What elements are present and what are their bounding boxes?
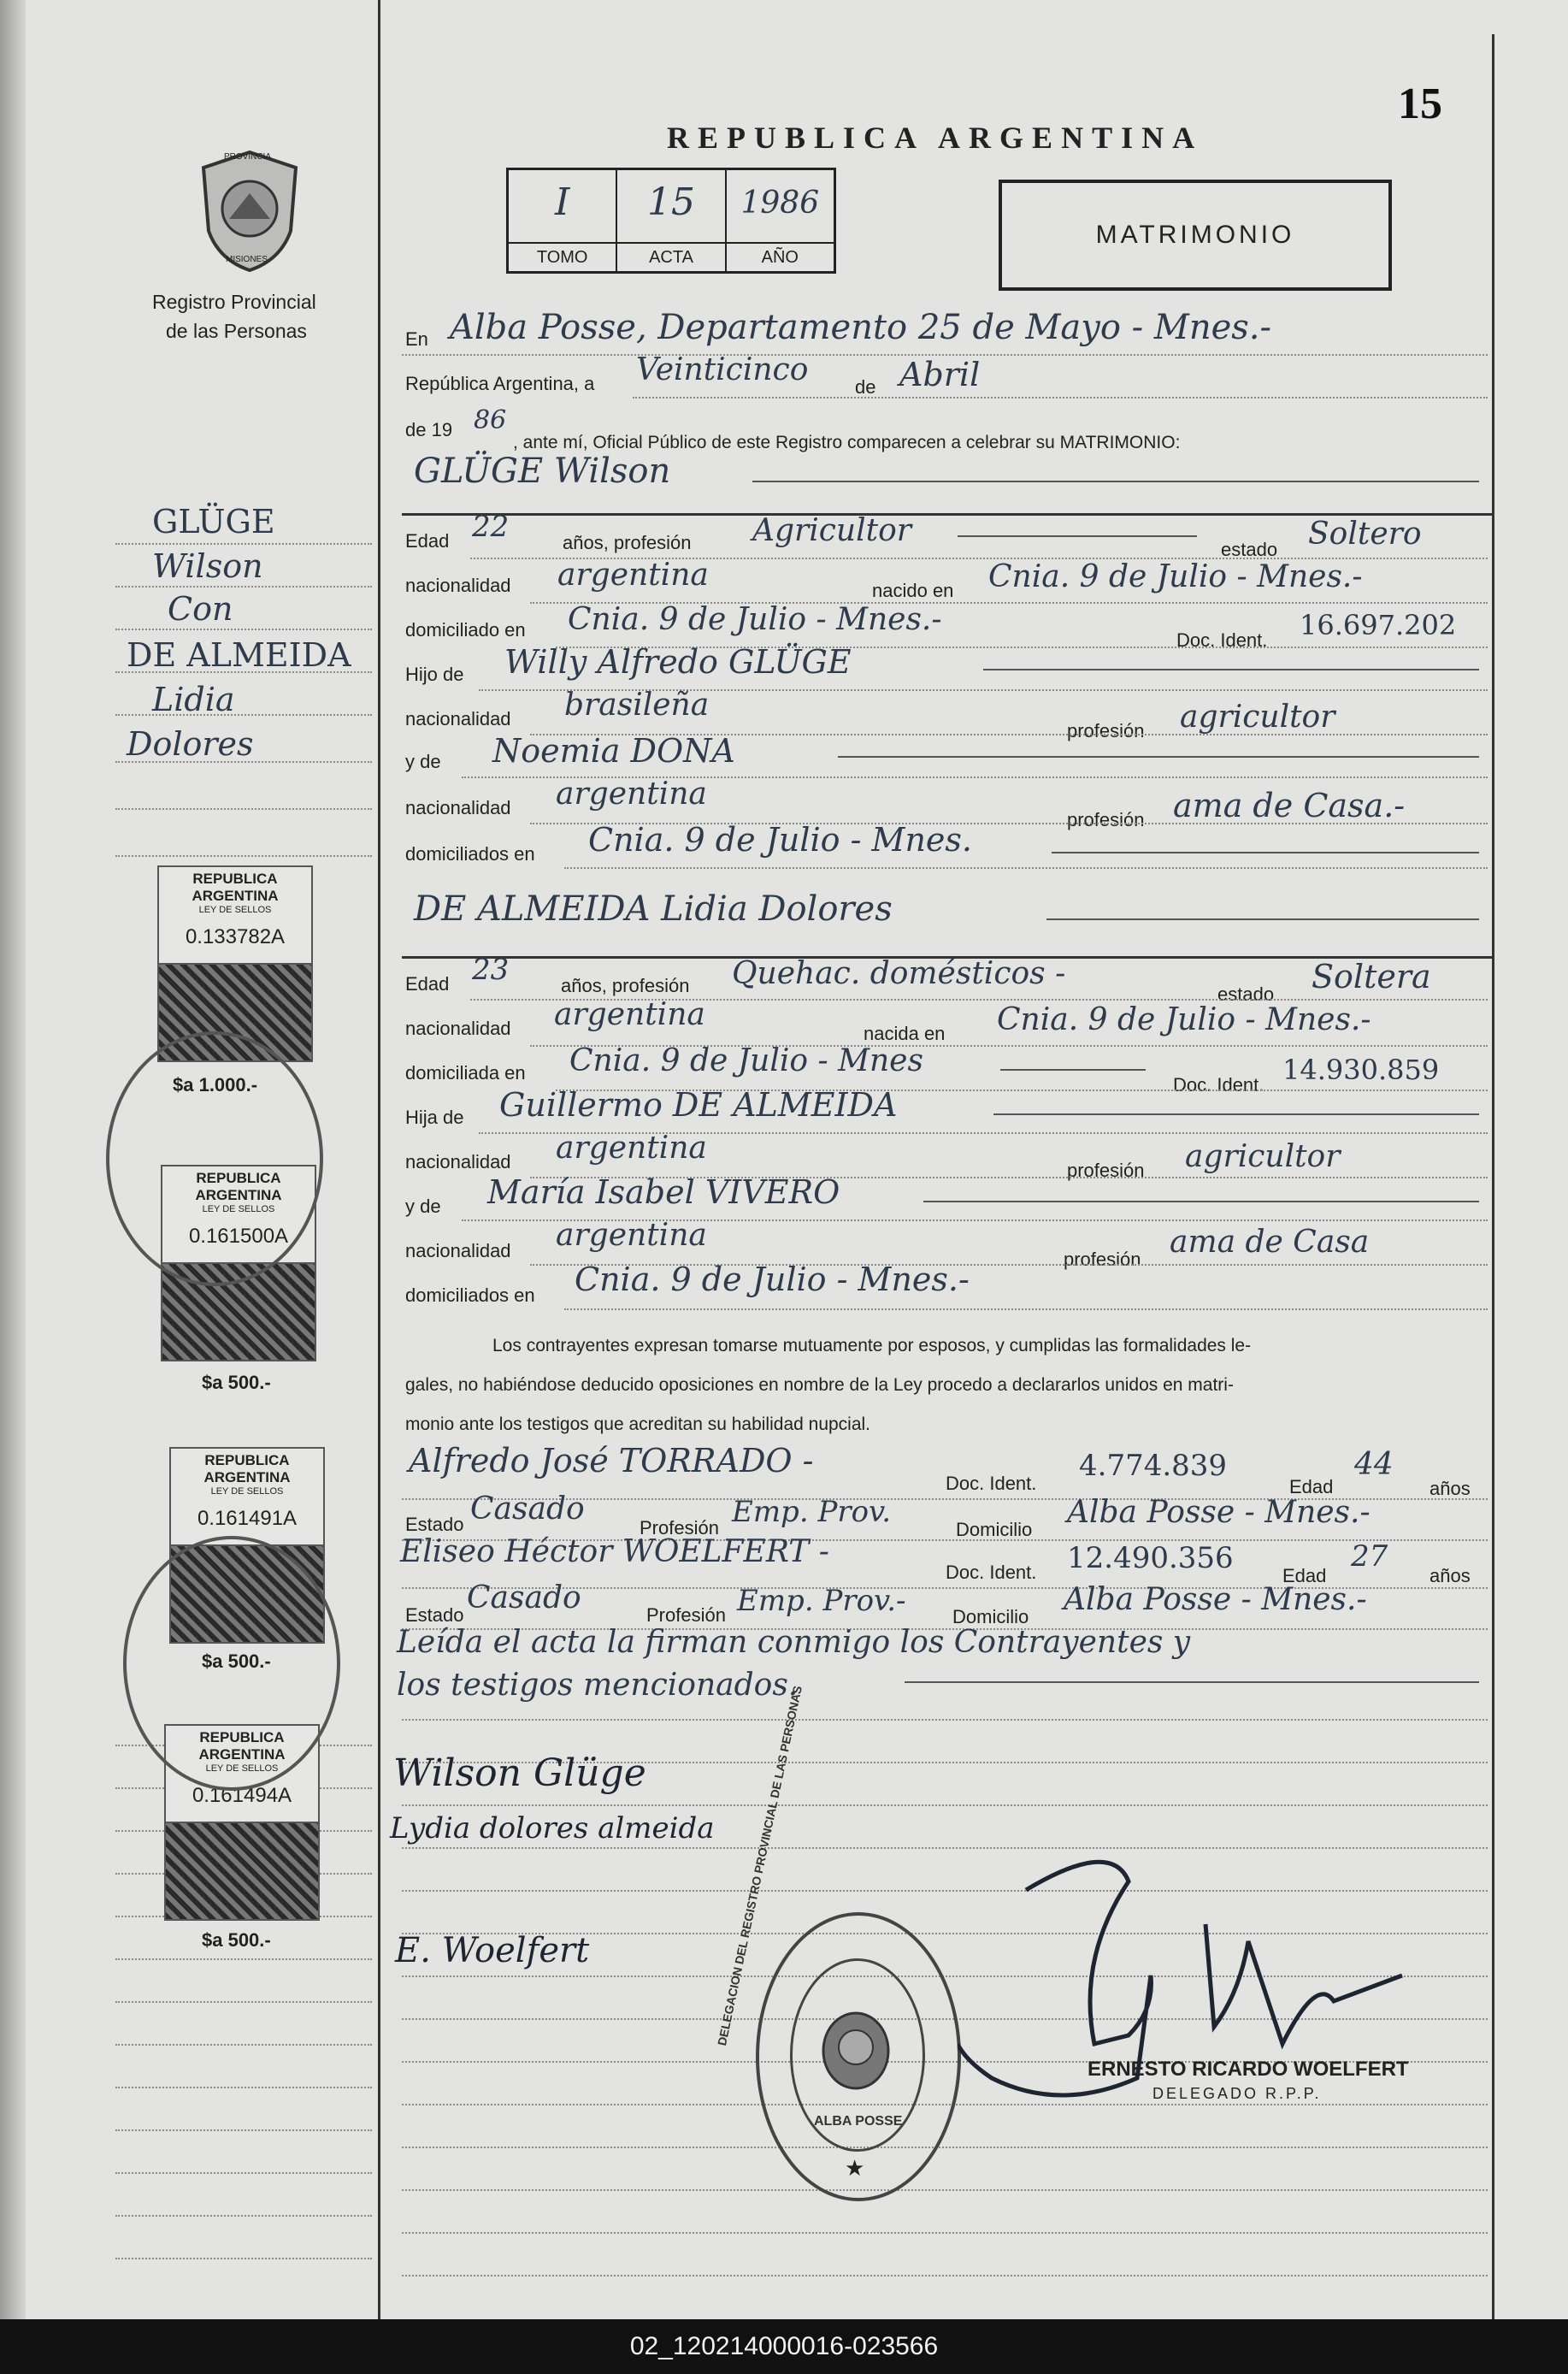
declaration-line2: gales, no habiéndose deducido oposiciones en nombre de la Ley procedo a declararlos unidos en matri- — [405, 1375, 1234, 1395]
groom-hijo-label: Hijo de — [405, 664, 464, 685]
margin-name-5: Lidia — [152, 681, 235, 718]
bride-madre-prof-label: profesión — [1064, 1249, 1141, 1270]
witness2-estado: Casado — [467, 1580, 581, 1615]
witness2-name: Eliseo Héctor WOELFERT - — [400, 1534, 829, 1569]
scan-caption: 02_120214000016-023566 — [0, 2319, 1568, 2374]
country-header: REPUBLICA ARGENTINA — [667, 121, 1204, 155]
record-id-box — [506, 168, 836, 274]
bride-madre: María Isabel VIVERO — [487, 1173, 840, 1211]
groom-signature: Wilson Glüge — [393, 1751, 646, 1795]
tax-stamp-4-value: $a 500.- — [202, 1929, 271, 1951]
groom-padres-dom-label: domiciliados en — [405, 843, 535, 865]
ano-cell — [727, 170, 834, 271]
bride-estado: Soltera — [1312, 958, 1431, 995]
official-name: ERNESTO RICARDO WOELFERT — [1088, 2058, 1409, 2081]
bride-nacionalidad: argentina — [554, 997, 705, 1032]
groom-profesion: Agricultor — [752, 513, 911, 548]
groom-madre-nac-label: nacionalidad — [405, 797, 511, 818]
groom-domicilio: Cnia. 9 de Julio - Mnes.- — [568, 602, 942, 637]
acta-value: 15 — [646, 180, 695, 224]
witness2-edad-label: Edad — [1282, 1565, 1327, 1586]
witness1-profesion-label: Profesión — [640, 1517, 719, 1538]
intro-day: Veinticinco — [636, 352, 809, 387]
groom-madre-prof-label: profesión — [1067, 809, 1145, 830]
closing-line1: Leída el acta la firman conmigo los Contrayentes y — [397, 1625, 1191, 1660]
witness1-estado: Casado — [470, 1491, 585, 1527]
tomo-label: TOMO — [509, 242, 616, 271]
groom-padre-nac: brasileña — [564, 688, 710, 723]
tax-stamp-3-header: REPUBLICA ARGENTINA — [203, 1452, 291, 1485]
witness2-profesion-label: Profesión — [646, 1604, 726, 1626]
registry-name-line2: de las Personas — [166, 320, 307, 342]
intro-month: Abril — [899, 356, 981, 393]
groom-padres-dom: Cnia. 9 de Julio - Mnes. — [588, 821, 973, 859]
intro-en-label: En — [405, 328, 428, 350]
intro-republica-label: República Argentina, a — [405, 373, 595, 394]
groom-nacionalidad: argentina — [557, 558, 709, 593]
margin-name-2: Wilson — [152, 547, 263, 585]
groom-madre-nac: argentina — [556, 777, 707, 812]
groom-doc: 16.697.202 — [1300, 609, 1457, 641]
bride-padre: Guillermo DE ALMEIDA — [499, 1086, 898, 1124]
witness1-doc: 4.774.839 — [1079, 1449, 1228, 1483]
tax-stamp-1-serial: 0.133782A — [185, 925, 286, 948]
groom-doc-label: Doc. Ident. — [1176, 629, 1268, 651]
tax-stamp-4-art — [166, 1823, 318, 1919]
tax-stamp-1-header: REPUBLICA ARGENTINA — [192, 871, 279, 904]
tax-stamp-2-header: REPUBLICA ARGENTINA — [195, 1170, 282, 1203]
bride-padre-prof-label: profesión — [1067, 1160, 1145, 1181]
witness2-domicilio-label: Domicilio — [952, 1606, 1029, 1627]
ano-label: AÑO — [727, 242, 834, 271]
witness1-domicilio-label: Domicilio — [956, 1519, 1033, 1540]
tax-stamp-4-header: REPUBLICA ARGENTINA — [198, 1729, 286, 1763]
tax-stamp-1 — [157, 865, 313, 1062]
witness2-domicilio: Alba Posse - Mnes.- — [1064, 1582, 1367, 1617]
bride-profesion: Quehac. domésticos - — [732, 956, 1066, 991]
groom-edad: 22 — [472, 510, 510, 544]
groom-section-rule — [402, 513, 1492, 516]
bride-heading-name: DE ALMEIDA Lidia Dolores — [414, 889, 893, 929]
groom-madre-prof: ama de Casa.- — [1173, 787, 1406, 824]
margin-name-6: Dolores — [127, 725, 254, 763]
stamp-cancellation-seal-2 — [123, 1536, 340, 1791]
witness-signature: E. Woelfert — [395, 1931, 590, 1970]
bride-signature: Lydia dolores almeida — [390, 1811, 715, 1845]
tax-stamp-3-value: $a 500.- — [202, 1651, 271, 1672]
tax-stamp-2-serial: 0.161500A — [188, 1225, 289, 1248]
acta-label: ACTA — [617, 242, 724, 271]
bride-madre-nac-label: nacionalidad — [405, 1240, 511, 1261]
bride-edad: 23 — [472, 953, 510, 987]
intro-year-suffix: 86 — [474, 405, 507, 435]
groom-nacionalidad-label: nacionalidad — [405, 575, 511, 596]
registry-seal-text: DELEGACION DEL REGISTRO PROVINCIAL DE LAS PERSONAS — [715, 1684, 805, 2047]
emblem-top-text: PROVINCIA — [224, 152, 272, 162]
stamp-cancellation-seal-1 — [106, 1031, 323, 1286]
groom-padre: Willy Alfredo GLÜGE — [504, 643, 852, 681]
groom-padre-prof-label: profesión — [1067, 720, 1145, 741]
bride-hija-label: Hija de — [405, 1107, 464, 1128]
intro-de-label: de — [855, 376, 876, 398]
intro-place: Alba Posse, Departamento 25 de Mayo - Mnes.- — [450, 308, 1272, 347]
bride-padres-dom: Cnia. 9 de Julio - Mnes.- — [575, 1261, 970, 1298]
tax-stamp-1-sub: LEY DE SELLOS — [198, 905, 272, 915]
witness2-edad: 27 — [1351, 1539, 1388, 1574]
ano-value: 1986 — [740, 186, 820, 221]
groom-domicilio-label: domiciliado en — [405, 619, 526, 641]
witness2-estado-label: Estado — [405, 1604, 464, 1626]
witness1-profesion: Emp. Prov. — [732, 1495, 892, 1529]
tax-stamp-4-serial: 0.161494A — [192, 1784, 292, 1807]
groom-yde-label: y de — [405, 751, 441, 772]
groom-anos-label: años, profesión — [563, 532, 692, 553]
declaration-line3: monio ante los testigos que acreditan su habilidad nupcial. — [405, 1414, 871, 1434]
tax-stamp-1-value: $a 1.000.- — [173, 1074, 258, 1095]
margin-name-1: GLÜGE — [152, 503, 275, 540]
right-margin-rule — [1492, 34, 1494, 2319]
bride-edad-label: Edad — [405, 973, 450, 995]
groom-heading-name: GLÜGE Wilson — [414, 452, 671, 491]
groom-estado-label: estado — [1221, 539, 1278, 560]
official-title: DELEGADO R.P.P. — [1152, 2085, 1322, 2102]
witness1-doc-label: Doc. Ident. — [946, 1473, 1037, 1494]
bride-padre-nac-label: nacionalidad — [405, 1151, 511, 1172]
witness1-edad-label: Edad — [1289, 1476, 1334, 1497]
emblem-bottom-text: MISIONES — [226, 255, 268, 264]
bride-domicilio-label: domiciliada en — [405, 1062, 526, 1084]
closing-line2: los testigos mencionados. — [397, 1668, 799, 1703]
bride-estado-label: estado — [1217, 983, 1275, 1005]
bride-madre-prof: ama de Casa — [1170, 1225, 1370, 1260]
witness1-estado-label: Estado — [405, 1514, 464, 1535]
witness1-domicilio: Alba Posse - Mnes.- — [1067, 1495, 1371, 1530]
left-margin-rule — [378, 0, 380, 2319]
tomo-cell — [509, 170, 617, 271]
witness2-doc-label: Doc. Ident. — [946, 1562, 1037, 1583]
groom-padre-nac-label: nacionalidad — [405, 708, 511, 729]
groom-nacido: Cnia. 9 de Julio - Mnes.- — [988, 559, 1363, 594]
bride-domicilio: Cnia. 9 de Julio - Mnes — [569, 1043, 923, 1078]
bride-padres-dom-label: domiciliados en — [405, 1284, 535, 1306]
tax-stamp-1-face — [159, 867, 311, 965]
tomo-value: I — [554, 180, 570, 224]
bride-nacida-label: nacida en — [864, 1023, 946, 1044]
tax-stamp-3-sub: LEY DE SELLOS — [210, 1486, 284, 1497]
record-type-box: MATRIMONIO — [999, 180, 1392, 291]
margin-name-4: DE ALMEIDA — [127, 636, 351, 674]
intro-statement: , ante mí, Oficial Público de este Registro comparecen a celebrar su MATRIMONIO: — [513, 433, 1181, 452]
groom-edad-label: Edad — [405, 530, 450, 552]
tax-stamp-2-sub: LEY DE SELLOS — [202, 1204, 275, 1214]
groom-estado: Soltero — [1308, 517, 1422, 552]
bride-yde-label: y de — [405, 1196, 441, 1217]
bride-anos-label: años, profesión — [561, 975, 690, 996]
page-number: 15 — [1398, 80, 1442, 128]
bride-madre-nac: argentina — [556, 1218, 707, 1253]
seal-center-emblem — [819, 2010, 893, 2092]
declaration-line1: Los contrayentes expresan tomarse mutuamente por esposos, y cumplidas las formalidades le- — [492, 1336, 1252, 1355]
margin-name-3: Con — [168, 590, 233, 628]
tax-stamp-4-sub: LEY DE SELLOS — [205, 1763, 279, 1774]
witness1-anos-label: años — [1429, 1478, 1471, 1499]
groom-madre: Noemia DONA — [492, 732, 735, 770]
intro-year-prefix: de 19 — [405, 419, 453, 440]
witness1-name: Alfredo José TORRADO - — [409, 1442, 814, 1479]
bride-doc: 14.930.859 — [1282, 1054, 1440, 1086]
bride-nacionalidad-label: nacionalidad — [405, 1018, 511, 1039]
bride-nacida: Cnia. 9 de Julio - Mnes.- — [997, 1002, 1371, 1037]
bride-padre-prof: agricultor — [1185, 1139, 1341, 1174]
bride-doc-label: Doc. Ident. — [1173, 1074, 1264, 1095]
groom-padre-prof: agricultor — [1180, 700, 1335, 735]
witness2-anos-label: años — [1429, 1565, 1471, 1586]
tax-stamp-3-serial: 0.161491A — [197, 1507, 298, 1530]
registry-name-line1: Registro Provincial — [152, 291, 316, 313]
groom-nacido-label: nacido en — [872, 580, 954, 601]
tax-stamp-3-face — [171, 1449, 323, 1546]
acta-cell — [617, 170, 726, 271]
bride-padre-nac: argentina — [556, 1131, 707, 1166]
witness1-edad: 44 — [1354, 1447, 1394, 1482]
witness2-doc: 12.490.356 — [1067, 1541, 1234, 1575]
page-binding-edge — [0, 0, 26, 2319]
registry-seal-place: ALBA POSSE — [814, 2114, 903, 2129]
tax-stamp-2-value: $a 500.- — [202, 1372, 271, 1393]
witness2-profesion: Emp. Prov.- — [737, 1584, 906, 1618]
seal-star-icon: ★ — [845, 2155, 865, 2181]
